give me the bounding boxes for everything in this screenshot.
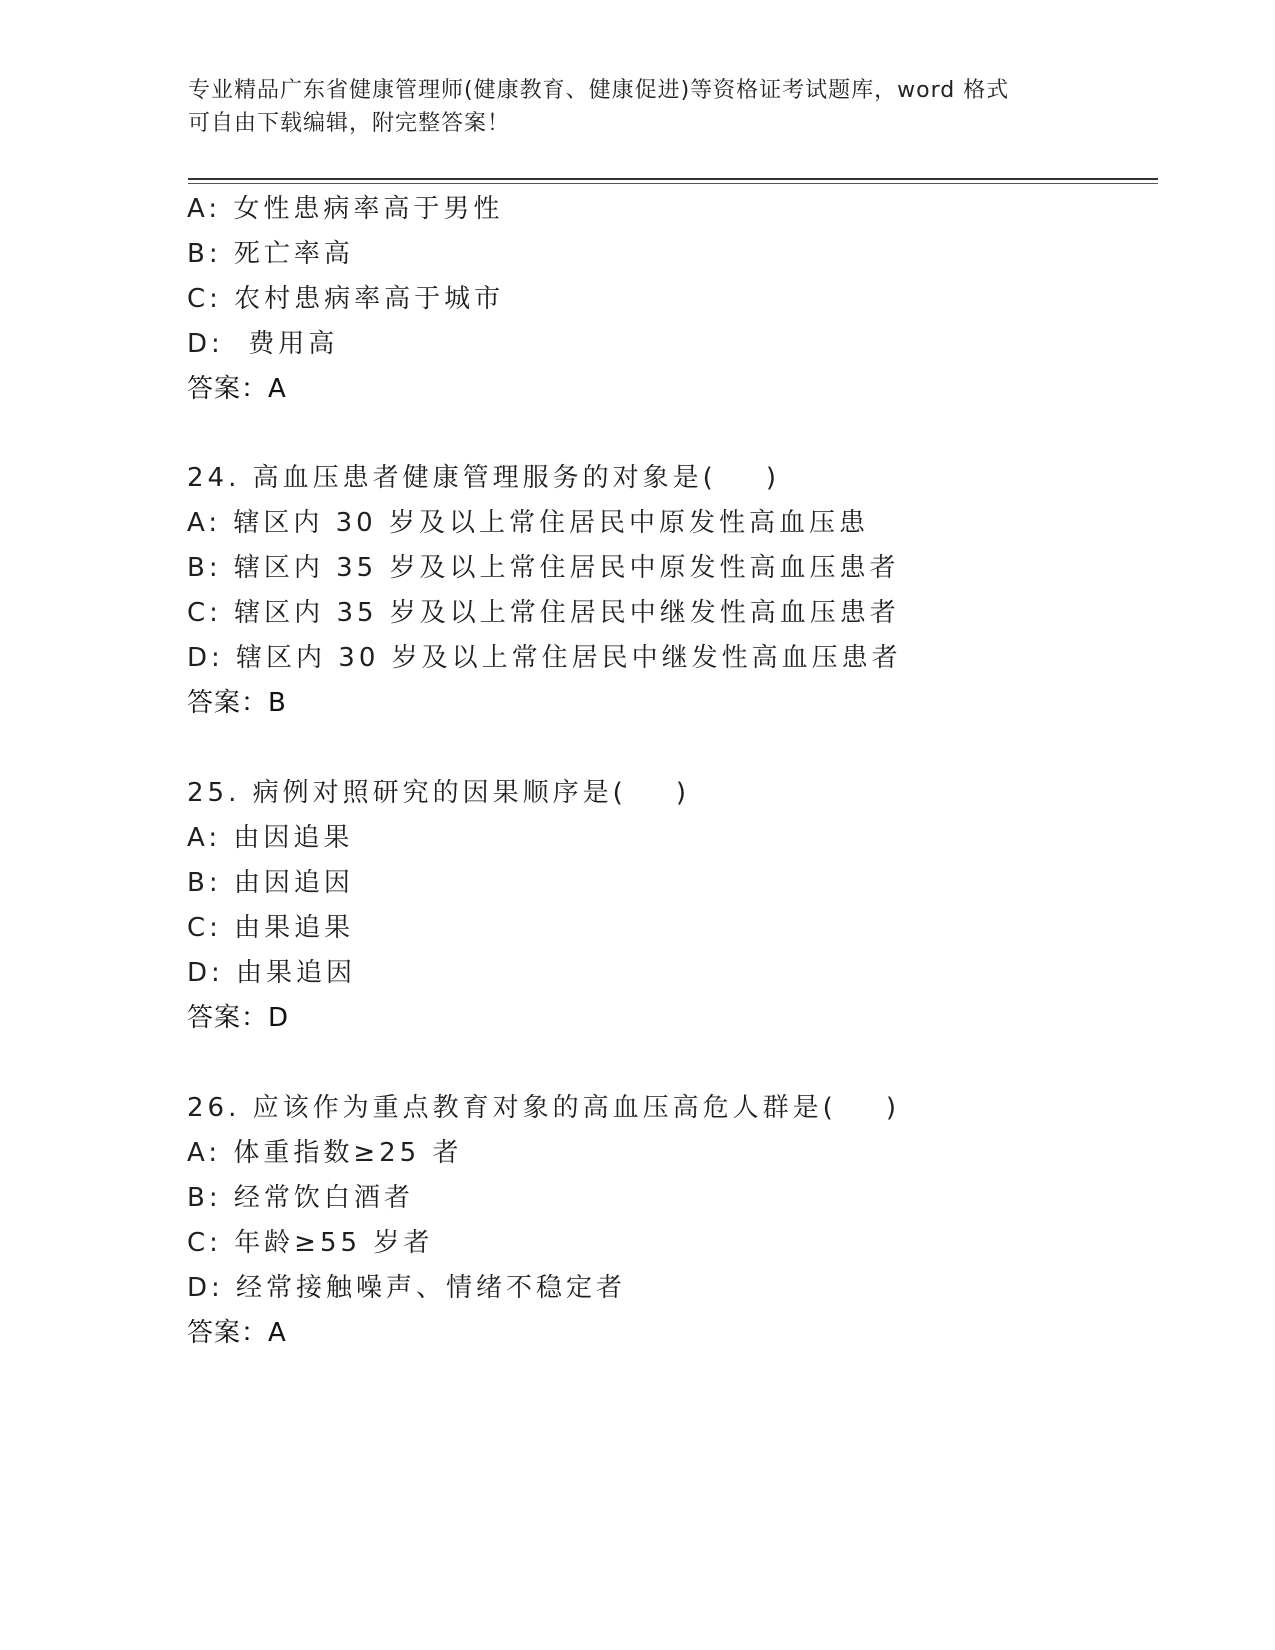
q26-option-a: A: 体重指数≥25 者 — [187, 1138, 463, 1168]
q25-option-d: D: 由果追因 — [187, 958, 357, 988]
q23-answer: 答案：A — [187, 374, 287, 404]
q24-option-b: B: 辖区内 35 岁及以上常住居民中原发性高血压患者 — [187, 553, 900, 583]
q26-option-b: B: 经常饮白酒者 — [187, 1183, 414, 1213]
q26-option-c: C: 年龄≥55 岁者 — [187, 1228, 434, 1258]
header-divider-thin — [188, 183, 1158, 184]
q24-option-a: A: 辖区内 30 岁及以上常住居民中原发性高血压患 — [187, 508, 869, 538]
q26-stem: 26. 应该作为重点教育对象的高血压高危人群是( ) — [187, 1093, 900, 1123]
q23-option-d: D: 费用高 — [187, 329, 339, 359]
q24-option-d: D: 辖区内 30 岁及以上常住居民中继发性高血压患者 — [187, 643, 902, 673]
q24-option-c: C: 辖区内 35 岁及以上常住居民中继发性高血压患者 — [187, 598, 900, 628]
document-header — [188, 74, 1088, 140]
header-divider-thick — [188, 178, 1158, 180]
header-line-1: 专业精品广东省健康管理师(健康教育、健康促进)等资格证考试题库，word 格式 — [188, 78, 1010, 103]
q26-option-d: D: 经常接触噪声、情绪不稳定者 — [187, 1273, 627, 1303]
q25-answer: 答案：D — [187, 1003, 290, 1033]
q23-option-c: C: 农村患病率高于城市 — [187, 284, 505, 314]
q23-option-b: B: 死亡率高 — [187, 239, 354, 269]
header-line-2: 可自由下载编辑，附完整答案！ — [188, 111, 511, 136]
q24-answer: 答案：B — [187, 688, 287, 718]
q25-option-b: B: 由因追因 — [187, 868, 354, 898]
q24-stem: 24. 高血压患者健康管理服务的对象是( ) — [187, 463, 780, 493]
q25-stem: 25. 病例对照研究的因果顺序是( ) — [187, 778, 690, 808]
q25-option-c: C: 由果追果 — [187, 913, 355, 943]
q25-option-a: A: 由因追果 — [187, 823, 354, 853]
q23-option-a: A: 女性患病率高于男性 — [187, 194, 504, 224]
q26-answer: 答案：A — [187, 1318, 287, 1348]
